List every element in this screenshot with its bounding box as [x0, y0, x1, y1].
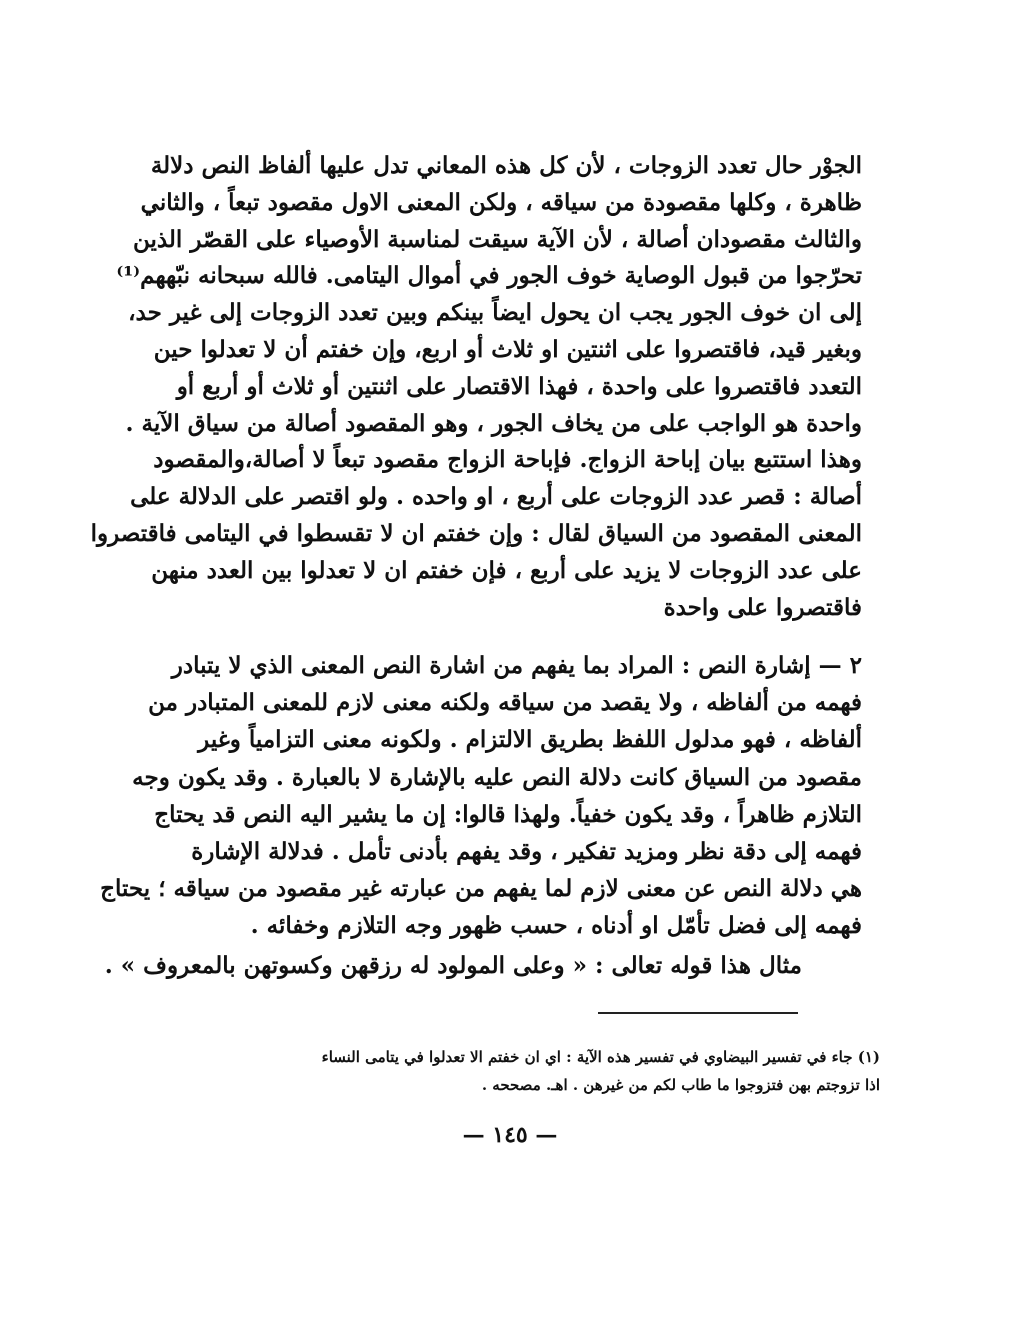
text-line: ألفاظه ، فهو مدلول اللفظ بطريق الالتزام . ولكونه معنى التزامياً وغير: [198, 726, 862, 754]
footnote: [165, 1043, 880, 1099]
footnote-divider: [598, 1012, 798, 1014]
text-line: والثالث مقصودان أصالة ، لأن الآية سيقت لمناسبة الأوصياء على القصّر الذين: [132, 225, 862, 253]
text-line: المعنى المقصود من السياق لقال : وإن خفتم ان لا تقسطوا في اليتامى فاقتصروا: [90, 519, 862, 547]
text-line: التلازم ظاهراً ، وقد يكون خفياً. ولهذا قالوا: إن ما يشير اليه النص قد يحتاج: [154, 800, 862, 828]
text-line: على عدد الزوجات لا يزيد على أربع ، فإن خفتم ان لا تعدلوا بين العدد منهن: [151, 556, 862, 584]
text-line: ظاهرة ، وكلها مقصودة من سياقه ، ولكن المعنى الاول مقصود تبعاً ، والثاني: [140, 188, 862, 216]
text-line: التعدد فاقتصروا على واحدة ، فهذا الاقتصار على اثنتين أو ثلاث أو أربع أو: [176, 372, 862, 400]
text-line: ٢ — إشارة النص : المراد بما يفهم من اشارة النص المعنى الذي لا يتبادر: [171, 652, 862, 679]
paragraph-indication-of-text: [100, 647, 862, 945]
text-line: فهمه إلى دقة نظر ومزيد تفكير ، وقد يفهم بأدنى تأمل . فدلالة الإشارة: [191, 837, 862, 865]
paragraph-main-text: [90, 148, 862, 626]
text-line: إلى ان خوف الجور يجب ان يحول ايضاً بينكم وبين تعدد الزوجات إلى غير حد،: [128, 299, 862, 327]
text-line: تحرّجوا من قبول الوصاية خوف الجور في أموال اليتامى. فالله سبحانه نبّههم⁽¹⁾: [116, 262, 862, 290]
text-line: فهمه من ألفاظه ، ولا يقصد من سياقه ولكنه معنى لازم للمعنى المتبادر من: [148, 689, 862, 717]
text-line: أصالة : قصر عدد الزوجات على أربع ، او واحده . ولو اقتصر على الدلالة على: [130, 483, 862, 511]
text-line: وبغير قيد، فاقتصروا على اثنتين او ثلاث أو اربع، وإن خفتم أن لا تعدلوا حين: [153, 335, 862, 363]
text-line: الجوْر حال تعدد الزوجات ، لأن كل هذه المعاني تدل عليها ألفاظ النص دلالة: [150, 152, 862, 179]
text-line: وهذا استتبع بيان إباحة الزواج. فإباحة الزواج مقصود تبعاً لا أصالة،والمقصود: [153, 446, 862, 474]
text-line: فاقتصروا على واحدة: [663, 593, 862, 621]
text-line: مقصود من السياق كانت دلالة النص عليه بالإشارة لا بالعبارة . وقد يكون وجه: [132, 763, 862, 791]
text-line: هي دلالة النص عن معنى لازم لما يفهم من عبارته غير مقصود من سياقه ؛ يحتاج: [100, 875, 862, 903]
text-line: فهمه إلى فضل تأمّل او أدناه ، حسب ظهور وجه التلازم وخفائه .: [250, 912, 862, 940]
text-line: مثال هذا قوله تعالى : « وعلى المولود له رزقهن وكسوتهن بالمعروف » .: [104, 952, 802, 979]
footnote-line: (١) جاء في تفسير البيضاوي في تفسير هذه الآية : اي ان خفتم الا تعدلوا في يتامى النساء: [321, 1048, 880, 1066]
footnote-line: اذا تزوجتم بهن فتزوجوا ما طاب لكم من غيرهن . اهـ. مصححه .: [481, 1076, 880, 1094]
text-line: واحدة هو الواجب على من يخاف الجور ، وهو المقصود أصالة من سياق الآية .: [125, 409, 862, 437]
paragraph-example: [104, 948, 802, 985]
page-number: — ١٤٥ —: [462, 1122, 558, 1148]
